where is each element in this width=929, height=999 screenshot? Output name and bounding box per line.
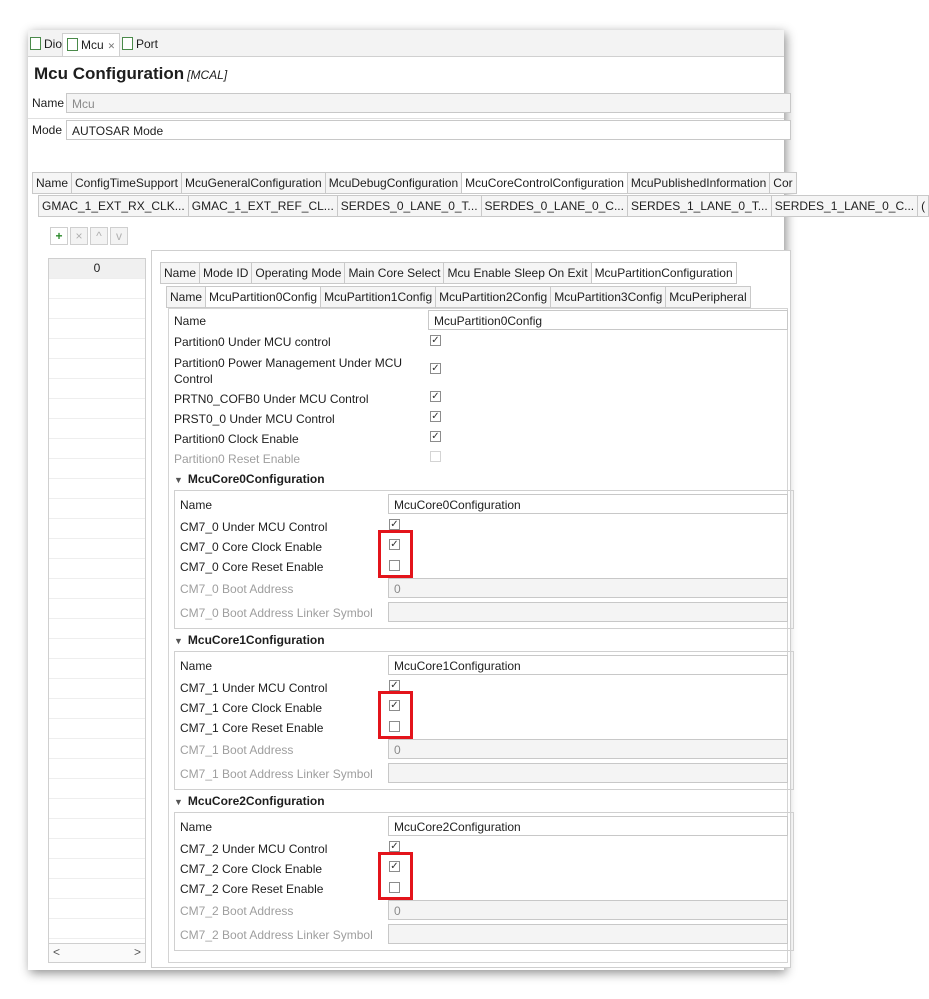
mode-label: Mode — [32, 123, 63, 137]
partition-clock-enable-checkbox[interactable]: ✓ — [431, 431, 440, 442]
tab-truncated[interactable]: ( — [918, 195, 929, 217]
core2-boot-address-label: CM7_2 Boot Address — [180, 904, 294, 918]
list-item — [49, 899, 145, 919]
name-label: Name — [32, 96, 65, 110]
tab-serdes-0-t[interactable]: SERDES_0_LANE_0_T... — [338, 195, 482, 217]
tab-serdes-0-c[interactable]: SERDES_0_LANE_0_C... — [482, 195, 628, 217]
editor-tab-bar — [28, 30, 784, 57]
tab-partition2[interactable]: McuPartition2Config — [436, 286, 551, 308]
partition-clock-enable-label: Partition0 Clock Enable — [174, 432, 299, 446]
list-item — [49, 519, 145, 539]
core-control-tabs — [160, 262, 785, 282]
list-item — [49, 699, 145, 719]
highlight-box — [378, 852, 413, 900]
mcu-editor-window — [28, 30, 926, 970]
core1-under-mcu-checkbox[interactable]: ✓ — [390, 680, 399, 691]
list-item — [49, 839, 145, 859]
core0-boot-address-field: 0 — [388, 578, 788, 598]
chevron-down-icon[interactable]: ▼ — [174, 797, 183, 807]
config-tabs — [32, 172, 792, 192]
core1-clock-enable-label: CM7_1 Core Clock Enable — [180, 701, 323, 715]
core1-clock-enable-checkbox[interactable]: ✓ — [390, 700, 399, 711]
core1-boot-address-label: CM7_1 Boot Address — [180, 743, 294, 757]
prst-checkbox[interactable]: ✓ — [431, 411, 440, 422]
partition-reset-enable-checkbox — [430, 451, 441, 462]
core0-linker-symbol-field — [388, 602, 788, 622]
list-item — [49, 299, 145, 319]
core1-boot-address-field: 0 — [388, 739, 788, 759]
core2-linker-symbol-label: CM7_2 Boot Address Linker Symbol — [180, 928, 373, 942]
core0-under-mcu-checkbox[interactable]: ✓ — [390, 519, 399, 530]
list-item — [49, 799, 145, 819]
tab-port[interactable]: Port — [122, 35, 158, 53]
prtn-cofb-label: PRTN0_COFB0 Under MCU Control — [174, 392, 369, 406]
tab-main-core-select[interactable]: Main Core Select — [345, 262, 444, 284]
tab-partition3[interactable]: McuPartition3Config — [551, 286, 666, 308]
core0-name-label: Name — [180, 498, 213, 512]
highlight-box — [378, 530, 413, 578]
list-item — [49, 559, 145, 579]
list-item — [49, 379, 145, 399]
list-item — [49, 679, 145, 699]
list-item — [49, 359, 145, 379]
move-up-button[interactable]: ^ — [90, 227, 108, 245]
core2-name-field[interactable]: McuCore2Configuration — [388, 816, 788, 836]
list-item — [49, 279, 145, 299]
close-icon[interactable]: ✕ — [107, 41, 116, 51]
tab-dio[interactable]: Dio — [30, 35, 62, 53]
tab-gmac-rx-clk[interactable]: GMAC_1_EXT_RX_CLK... — [38, 195, 189, 217]
tab-config-time-support[interactable]: ConfigTimeSupport — [72, 172, 182, 194]
title-suffix: [MCAL] — [187, 68, 228, 82]
core0-name-field[interactable]: McuCore0Configuration — [388, 494, 788, 514]
partition-power-mgmt-label: Partition0 Power Management Under MCU Control — [174, 356, 403, 386]
page-title: Mcu Configuration [MCAL] — [34, 64, 228, 83]
core1-linker-symbol-label: CM7_1 Boot Address Linker Symbol — [180, 767, 373, 781]
tab-partition1[interactable]: McuPartition1Config — [321, 286, 436, 308]
tab-mode-id[interactable]: Mode ID — [200, 262, 252, 284]
list-item — [49, 459, 145, 479]
core2-under-mcu-label: CM7_2 Under MCU Control — [180, 842, 328, 856]
tab-name[interactable]: Name — [160, 262, 200, 284]
list-item — [49, 419, 145, 439]
core2-linker-symbol-field — [388, 924, 788, 944]
tab-name[interactable]: Name — [166, 286, 206, 308]
core0-section-header[interactable]: ▼ McuCore0Configuration — [174, 472, 325, 486]
list-item — [49, 639, 145, 659]
core1-section-header[interactable]: ▼ McuCore1Configuration — [174, 633, 325, 647]
file-icon — [67, 38, 78, 51]
core1-under-mcu-label: CM7_1 Under MCU Control — [180, 681, 328, 695]
partition-tabs — [166, 286, 786, 306]
core0-clock-enable-label: CM7_0 Core Clock Enable — [180, 540, 323, 554]
list-item[interactable]: 0 — [49, 259, 145, 279]
scroll-left-icon[interactable]: < — [53, 945, 61, 959]
add-button[interactable]: + — [50, 227, 68, 245]
tab-gmac-ref-clk[interactable]: GMAC_1_EXT_REF_CL... — [189, 195, 338, 217]
tab-debug-configuration[interactable]: McuDebugConfiguration — [326, 172, 462, 194]
horizontal-scrollbar[interactable] — [49, 943, 145, 962]
tab-operating-mode[interactable]: Operating Mode — [252, 262, 345, 284]
tab-serdes-1-c[interactable]: SERDES_1_LANE_0_C... — [772, 195, 918, 217]
partition-under-mcu-checkbox[interactable]: ✓ — [431, 335, 440, 346]
chevron-down-icon[interactable]: ▼ — [174, 636, 183, 646]
tab-general-configuration[interactable]: McuGeneralConfiguration — [182, 172, 326, 194]
core2-under-mcu-checkbox[interactable]: ✓ — [390, 841, 399, 852]
instance-list — [48, 258, 146, 963]
remove-button[interactable]: × — [70, 227, 88, 245]
mode-field[interactable]: AUTOSAR Mode — [66, 120, 791, 140]
list-item — [49, 739, 145, 759]
partition-reset-enable-label: Partition0 Reset Enable — [174, 452, 301, 466]
list-item — [49, 399, 145, 419]
list-item — [49, 879, 145, 899]
tab-sleep-on-exit[interactable]: Mcu Enable Sleep On Exit — [444, 262, 591, 284]
list-item — [49, 779, 145, 799]
list-item — [49, 579, 145, 599]
list-item — [49, 339, 145, 359]
list-item — [49, 479, 145, 499]
list-item — [49, 319, 145, 339]
core2-section-header[interactable]: ▼ McuCore2Configuration — [174, 794, 325, 808]
partition-name-label: Name — [174, 314, 207, 328]
list-item — [49, 859, 145, 879]
highlight-box — [378, 691, 413, 739]
core0-clock-enable-checkbox[interactable]: ✓ — [390, 539, 399, 550]
core2-clock-enable-checkbox[interactable]: ✓ — [390, 861, 399, 872]
partition-under-mcu-label: Partition0 Under MCU control — [174, 335, 331, 349]
tab-name[interactable]: Name — [32, 172, 72, 194]
tab-serdes-1-t[interactable]: SERDES_1_LANE_0_T... — [628, 195, 772, 217]
tab-peripheral[interactable]: McuPeripheral — [666, 286, 750, 308]
list-item — [49, 539, 145, 559]
tab-partition-configuration[interactable]: McuPartitionConfiguration — [592, 262, 737, 284]
partition-power-mgmt-checkbox[interactable]: ✓ — [431, 363, 440, 374]
core2-name-label: Name — [180, 820, 213, 834]
core1-name-label: Name — [180, 659, 213, 673]
list-item — [49, 819, 145, 839]
core0-under-mcu-label: CM7_0 Under MCU Control — [180, 520, 328, 534]
list-item — [49, 719, 145, 739]
list-item — [49, 439, 145, 459]
tab-core-truncated[interactable]: Cor — [770, 172, 796, 194]
core1-linker-symbol-field — [388, 763, 788, 783]
clock-tabs — [38, 195, 926, 215]
tab-core-control-configuration[interactable]: McuCoreControlConfiguration — [462, 172, 628, 194]
core2-boot-address-field: 0 — [388, 900, 788, 920]
list-item — [49, 919, 145, 939]
divider — [28, 118, 784, 119]
chevron-down-icon[interactable]: ▼ — [174, 475, 183, 485]
prtn-cofb-checkbox[interactable]: ✓ — [431, 391, 440, 402]
tab-partition0[interactable]: McuPartition0Config — [206, 286, 321, 308]
tab-published-information[interactable]: McuPublishedInformation — [628, 172, 770, 194]
file-icon — [30, 37, 41, 50]
list-item — [49, 599, 145, 619]
core0-boot-address-label: CM7_0 Boot Address — [180, 582, 294, 596]
list-item — [49, 499, 145, 519]
list-item — [49, 619, 145, 639]
list-toolbar — [50, 227, 128, 245]
list-item — [49, 659, 145, 679]
move-down-button[interactable]: v — [110, 227, 128, 245]
scroll-right-icon[interactable]: > — [133, 945, 141, 959]
core2-reset-enable-label: CM7_2 Core Reset Enable — [180, 882, 324, 896]
core1-name-field[interactable]: McuCore1Configuration — [388, 655, 788, 675]
name-field[interactable]: Mcu — [66, 93, 791, 113]
core0-linker-symbol-label: CM7_0 Boot Address Linker Symbol — [180, 606, 373, 620]
prst-label: PRST0_0 Under MCU Control — [174, 412, 335, 426]
partition-name-field[interactable]: McuPartition0Config — [428, 310, 788, 330]
list-item — [49, 759, 145, 779]
tab-mcu[interactable]: Mcu ✕ — [62, 33, 120, 56]
file-icon — [122, 37, 133, 50]
core1-reset-enable-label: CM7_1 Core Reset Enable — [180, 721, 324, 735]
core0-reset-enable-label: CM7_0 Core Reset Enable — [180, 560, 324, 574]
core2-clock-enable-label: CM7_2 Core Clock Enable — [180, 862, 323, 876]
